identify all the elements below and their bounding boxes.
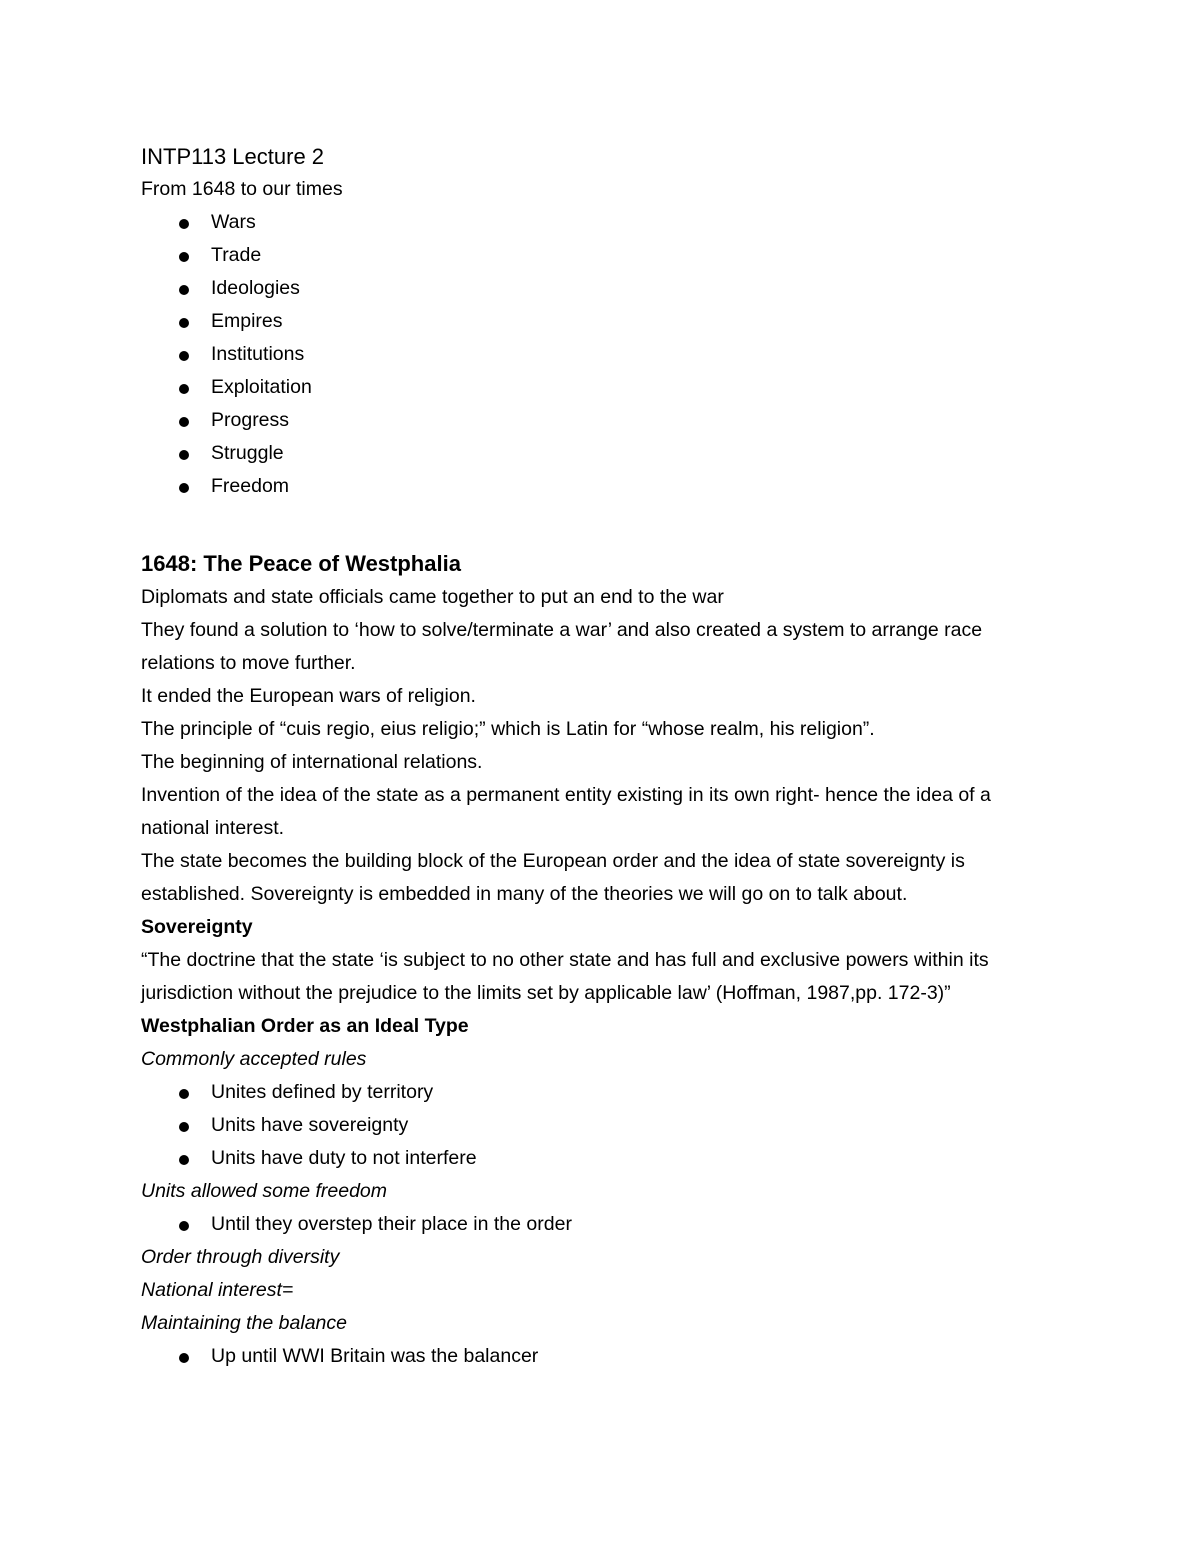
list-item: Empires — [141, 305, 1061, 338]
list-item: Units have sovereignty — [141, 1109, 1061, 1142]
ideal-type-heading: Westphalian Order as an Ideal Type — [141, 1015, 469, 1037]
bullet-icon — [179, 351, 189, 361]
balance-label: Maintaining the balance — [141, 1312, 347, 1334]
document-page — [141, 140, 1061, 1373]
topics-list — [141, 206, 1061, 503]
paragraph: It ended the European wars of religion. — [141, 685, 476, 707]
balance-list — [141, 1340, 1061, 1373]
rules-label: Commonly accepted rules — [141, 1048, 367, 1070]
list-item: Struggle — [141, 437, 1061, 470]
diversity-label: Order through diversity — [141, 1246, 340, 1268]
national-interest-label: National interest= — [141, 1279, 294, 1301]
freedom-label: Units allowed some freedom — [141, 1180, 388, 1202]
list-item: Unites defined by territory — [141, 1076, 1061, 1109]
paragraph: Invention of the idea of the state as a permanent entity existing in its own right- hence the idea of a national interest. — [141, 784, 991, 839]
list-item: Exploitation — [141, 371, 1061, 404]
bullet-icon — [179, 1089, 189, 1099]
list-item: Progress — [141, 404, 1061, 437]
bullet-icon — [179, 1353, 189, 1363]
list-item: Freedom — [141, 470, 1061, 503]
freedom-list — [141, 1208, 1061, 1241]
bullet-icon — [179, 1221, 189, 1231]
list-item: Until they overstep their place in the order — [141, 1208, 1061, 1241]
document-title: INTP113 Lecture 2 — [141, 144, 325, 169]
sovereignty-heading: Sovereignty — [141, 916, 253, 938]
section-spacer — [141, 503, 1061, 546]
sovereignty-quote: “The doctrine that the state ‘is subject to no other state and has full and exclusive powers within its jurisdiction without the prejudice to the limits set by applicable law’ (Hoffman, 1987,pp. 172-3)” — [141, 949, 989, 1004]
bullet-icon — [179, 318, 189, 328]
bullet-icon — [179, 1155, 189, 1165]
section-heading: 1648: The Peace of Westphalia — [141, 551, 461, 576]
bullet-icon — [179, 285, 189, 295]
list-item: Institutions — [141, 338, 1061, 371]
bullet-icon — [179, 450, 189, 460]
rules-list — [141, 1076, 1061, 1175]
paragraph: They found a solution to ‘how to solve/terminate a war’ and also created a system to arrange race relations to move further. — [141, 619, 983, 674]
bullet-icon — [179, 219, 189, 229]
bullet-icon — [179, 1122, 189, 1132]
paragraph: Diplomats and state officials came together to put an end to the war — [141, 586, 724, 608]
paragraph: The state becomes the building block of the European order and the idea of state sovereignty is established. Sovereignty is embedded in many of the theories we will go on to talk about. — [141, 850, 965, 905]
list-item: Up until WWI Britain was the balancer — [141, 1340, 1061, 1373]
list-item: Trade — [141, 239, 1061, 272]
list-item: Ideologies — [141, 272, 1061, 305]
list-item: Wars — [141, 206, 1061, 239]
bullet-icon — [179, 483, 189, 493]
bullet-icon — [179, 384, 189, 394]
paragraph: The beginning of international relations. — [141, 751, 483, 773]
bullet-icon — [179, 417, 189, 427]
document-subtitle: From 1648 to our times — [141, 178, 343, 200]
list-item: Units have duty to not interfere — [141, 1142, 1061, 1175]
bullet-icon — [179, 252, 189, 262]
paragraph: The principle of “cuis regio, eius religio;” which is Latin for “whose realm, his religion”. — [141, 718, 875, 740]
